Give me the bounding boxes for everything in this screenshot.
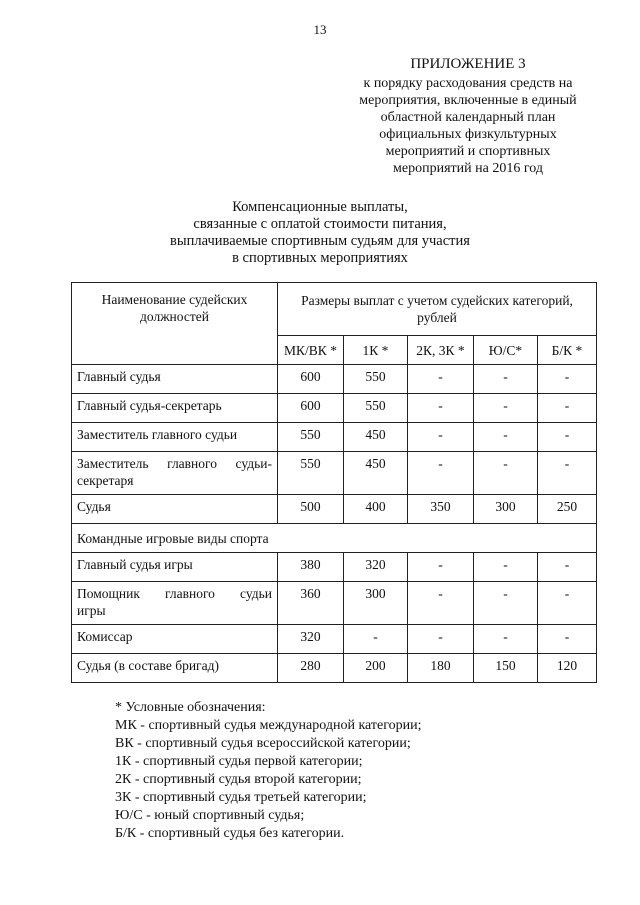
position-name <box>72 452 278 495</box>
title-line: выплачиваемые спортивным судьям для участия <box>170 233 470 249</box>
payment-value: 300 <box>344 582 408 625</box>
legend-line: ВК - спортивный судья всероссийской категории; <box>115 736 411 751</box>
legend-line: Ю/С - юный спортивный судья; <box>115 808 305 823</box>
column-header: МК/ВК * <box>278 336 344 365</box>
payment-value: - <box>344 625 408 654</box>
payment-value: 550 <box>344 365 408 394</box>
legend-line: МК - спортивный судья международной категории; <box>115 718 422 733</box>
payment-value: - <box>408 625 474 654</box>
payment-value: - <box>408 553 474 582</box>
payment-value: - <box>408 452 474 495</box>
payment-value: - <box>474 423 538 452</box>
payment-value: 300 <box>474 495 538 524</box>
appendix-line: официальных физкультурных <box>379 127 557 142</box>
payment-value: 600 <box>278 365 344 394</box>
payment-value: - <box>474 452 538 495</box>
payment-value: 180 <box>408 654 474 683</box>
appendix-block <box>318 56 618 177</box>
payment-value: - <box>538 553 597 582</box>
payment-value: 550 <box>278 423 344 452</box>
payment-value: 600 <box>278 394 344 423</box>
appendix-line: областной календарный план <box>380 110 556 125</box>
payment-value: - <box>538 582 597 625</box>
table-row <box>72 553 597 582</box>
legend-notes <box>115 699 615 843</box>
legend-line: 3К - спортивный судья третьей категории; <box>115 790 367 805</box>
payment-value: 450 <box>344 423 408 452</box>
document-title <box>0 199 640 267</box>
table-row <box>72 654 597 683</box>
payment-value: 400 <box>344 495 408 524</box>
payment-value: - <box>474 394 538 423</box>
payment-value: 550 <box>278 452 344 495</box>
column-header: Ю/С* <box>474 336 538 365</box>
section-label: Командные игровые виды спорта <box>72 524 597 553</box>
title-line: связанные с оплатой стоимости питания, <box>193 216 447 232</box>
appendix-title: ПРИЛОЖЕНИЕ 3 <box>410 56 526 72</box>
column-header: 1К * <box>344 336 408 365</box>
payment-value: 450 <box>344 452 408 495</box>
payment-value: - <box>474 365 538 394</box>
legend-line: Б/К - спортивный судья без категории. <box>115 826 345 841</box>
payments-table <box>71 282 597 683</box>
payment-value: 250 <box>538 495 597 524</box>
header-payment-sizes: Размеры выплат с учетом судейских категорий, рублей <box>278 283 597 336</box>
position-name: Главный судья-секретарь <box>72 394 278 423</box>
table-row <box>72 394 597 423</box>
legend-line: 1К - спортивный судья первой категории; <box>115 754 363 769</box>
position-name-line: игры <box>77 603 106 618</box>
table-row <box>72 582 597 625</box>
payment-value: 120 <box>538 654 597 683</box>
payment-value: 350 <box>408 495 474 524</box>
table-row <box>72 625 597 654</box>
payment-value: - <box>408 394 474 423</box>
column-header: Б/К * <box>538 336 597 365</box>
payment-value: 280 <box>278 654 344 683</box>
payment-value: 320 <box>344 553 408 582</box>
payment-value: - <box>538 423 597 452</box>
payment-value: 150 <box>474 654 538 683</box>
table-row <box>72 452 597 495</box>
position-name: Комиссар <box>72 625 278 654</box>
legend-line: 2К - спортивный судья второй категории; <box>115 772 362 787</box>
payment-value: - <box>408 365 474 394</box>
payment-value: - <box>538 452 597 495</box>
appendix-line: мероприятий и спортивных <box>385 144 551 159</box>
appendix-line: к порядку расходования средств на <box>363 76 573 91</box>
payment-value: - <box>538 394 597 423</box>
appendix-line: мероприятия, включенные в единый <box>359 93 577 108</box>
position-name: Судья (в составе бригад) <box>72 654 278 683</box>
payment-value: - <box>474 625 538 654</box>
payment-value: 500 <box>278 495 344 524</box>
payment-value: - <box>474 582 538 625</box>
payment-value: 550 <box>344 394 408 423</box>
payment-value: 200 <box>344 654 408 683</box>
position-name: Заместитель главного судьи <box>72 423 278 452</box>
payment-value: - <box>408 582 474 625</box>
table-row <box>72 365 597 394</box>
payment-value: 360 <box>278 582 344 625</box>
payment-value: - <box>538 365 597 394</box>
title-line: Компенсационные выплаты, <box>232 199 408 215</box>
position-name-line: Помощник главного судьи <box>77 586 272 601</box>
title-line: в спортивных мероприятиях <box>232 250 408 266</box>
payment-value: - <box>538 625 597 654</box>
position-name-line: Заместитель главного судьи- <box>77 456 272 471</box>
appendix-line: мероприятий на 2016 год <box>393 161 543 176</box>
position-name: Главный судья игры <box>72 553 278 582</box>
payment-value: - <box>408 423 474 452</box>
page-number: 13 <box>313 22 327 37</box>
section-row <box>72 524 597 553</box>
header-position-name: Наименование судейских должностей <box>72 283 278 365</box>
payment-value: 380 <box>278 553 344 582</box>
table-row <box>72 495 597 524</box>
position-name: Главный судья <box>72 365 278 394</box>
column-header: 2К, 3К * <box>408 336 474 365</box>
position-name <box>72 582 278 625</box>
payment-value: - <box>474 553 538 582</box>
position-name-line: секретаря <box>77 473 134 488</box>
position-name: Судья <box>72 495 278 524</box>
table-row <box>72 423 597 452</box>
legend-line: * Условные обозначения: <box>115 700 266 715</box>
payment-value: 320 <box>278 625 344 654</box>
